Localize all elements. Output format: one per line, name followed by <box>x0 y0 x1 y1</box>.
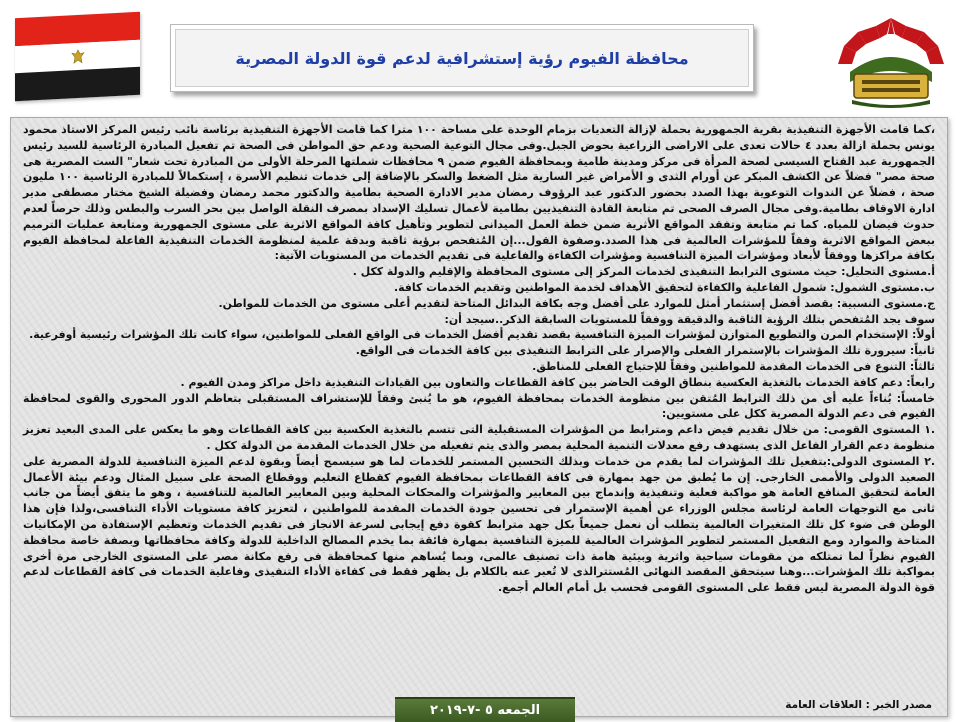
article-paragraph: أولاً: الإستخدام المرن والتطويع المتوازن لمؤشرات الميزة التنافسية بقصد تقديم أفضل الخدمات فى الواقع الفعلى للمواطنين، سواء كانت تلك المؤشرات رئيسية أوفرعية. <box>29 328 935 342</box>
article-paragraph: ج.مستوى النسبية: بقصد أفضل إستثمار أمثل للموارد على أفضل وجه بكافة البدائل المتاحة لتقديم أعلى مستوى من الخدمات للمواطن. <box>218 296 935 310</box>
article-paragraph: أ.مستوى التحليل: حيث مستوى الترابط التنفيذى لخدمات المركز إلى مستوى المحافظة والإقليم والدولة ككل . <box>352 265 935 279</box>
article-paragraph: .١ المستوى القومى: من خلال تقديم فيض داعم ومترابط من المؤشرات المستقبلية التى تتسم بالتغذية العكسية بين كافة القطاعات وهو ما يعكس على المدى البعيد تعزيز منظومة دعم القرار الفاعل الذى يستهدف رفع معدلات التنمية المحلية بمصر والذى يتم تفعيله من خلال الخدمات المقدمة من الدولة ككل . <box>23 423 935 452</box>
title-banner <box>170 24 754 92</box>
article-paragraph: .٢ المستوى الدولى:بتفعيل تلك المؤشرات لما يقدم من خدمات وبذلك التحسين المستمر للخدمات لما هو سيسمح أيضاً وبقوة لدعم الميزة التنافسية للدولة المصرية على الصعيد الدولى والأممى الخارجى. إن ما يُطبق من جهد بمهارة فى كافة القطاعات بمحافظة الفيوم كقطاع التعليم ووقطاع الصحة على سبيل المثال ودعم بيئة الأعمال العامة لتحقيق المنافع العامة هو مواكبة فعلية وتنفيذية وإندماج بين المعايير والمؤشرات والمحكات المحلية وبين المعايير العالمية للتنافسية ، وهو ما يتفق أيضاً من جانب ثانى مع التوجهات العامة لرئاسة مجلس الوزراء عن أهمية الإستمرار فى تحسين جودة الخدمات المقدمة للمواطنين ، لتعزيز كافة مستويات الأداء التنافسى،ولذا فإن هذا الوطن فى ضوء كل تلك المتغيرات العالمية يتطلب أن نعمل جميعاً بكل جهد مترابط كقوة دفع إيجابى لسرعة الانجاز فى تقديم الخدمات وتعظيم الإستفادة من الإمكانيات المتاحة والموارد ومع التفعيل المستمر لتطوير المؤشرات العالمية للميزة التنافسية بمهارة فائقة بما يخدم المصالح الداخلية للدولة وكافة محافظاتها وبصفة خاصة محافظة الفيوم نظراً لما تمتلكه من مقومات سياحية واثرية وبيئية هامة ذات تصنيف عالمى، وبما يُساهم منها كمحافظة فى رفع مكانة مصر على المستوى الخارجى مرة أخرى بمواكبة تلك المؤشرات...وهنا سيتحقق المقصد النهائى المُستترالذى لا تُعبر عنه بالكلام بل يظهر فقط فى كفاءة الأداء التنفيذى وفاعلية الخدمات فى كافة القطاعات لدعم قوة الدولة المصرية ليس فقط على المستوى القومى فحسب بل أمام العالم أجمع. <box>23 454 935 595</box>
article-paragraph: سوف يجد المُتفحص بتلك الرؤية الثاقبة والدقيقة ووفقاً للمستويات السابقة الذكر..سيجد أن: <box>444 312 935 326</box>
article-panel <box>10 117 948 717</box>
fayoum-governorate-logo <box>832 12 950 110</box>
article-paragraph: رابعاً: دعم كافة الخدمات بالتغذية العكسية بنطاق الوقت الحاضر بين كافة القطاعات والتعاون بين القيادات التنفيذية داخل مراكز ومدن الفيوم . <box>180 375 935 389</box>
article-paragraph: ،كما قامت الأجهزة التنفيذية بقرية الجمهورية بحملة لإزالة التعديات بزمام الوحدة على مساحة ١٠٠ مترا كما قامت الأجهزة التنفيذية برئاسة نائب رئيس المركز الاستاذ محمود يونس بحملة ازالة بعدد ٤ حالات تعدى على الاراضى الزراعية بحوض الجبل.وفى مجال التوعية الصحية ودعم حق المواطن فى الصحة تم تفعيل المبادرة الرئاسية للسيد رئيس الجمهورية عبد الفتاح السيسى لصحة المرأة فى مركز ومدينة طامية وبمحافظة الفيوم ضمن ٩ محافظات شملتها المرحلة الأولى من المبادرة تحت شعار" الست المصرية هى صحة مصر" فضلاً عن الكشف المبكر عن أورام الثدى و الأمراض غير السارية مثل الضغط والسكر بالإضافة إلى خدمات تنظيم الأسرة ، إستكمالاً للمبادرة الرئاسية ١٠٠ مليون صحة ، فضلاً عن الندوات التوعوية بهذا الصدد بحضور الدكتور عبد الرؤوف رمضان مدير الادارة الصحية بطامية والدكتور محمد رمضان وفضيلة الشيخ مختار مصطفى مدير ادارة الاوقاف بطامية.وفى مجال الصرف الصحى تم متابعة القادة التنفيذيين بطامية لأعمال تسليك الإسداد بمصرف النقلة الواصل بين بحر السرب والبطس وذلك حرصاً لعدم حدوث فيضان للمياه. كما تم متابعة وتفقد المواقع الأثرية ضمن خطة العمل الميدانى لتطوير وتأهيل كافة المواقع الاثرية على مستوى الجمهورية ومتابعة عمليات الترميم ببعض المواقع الاثرية وفقاً للمؤشرات العالمية فى هذا الصدد.وصفوة القول...إن المُتفحص برؤية ثاقبة وبدقة علمية لمنظومة الخدمات التنفيذية الفاعلة لمحافظة الفيوم بكافة مراكزها ووفقاً لأبعاد ومؤشرات الميزة التنافسية ومؤشرات الكفاءة والفاعلية فى تقديم الخدمات من المستويات الآتية: <box>23 123 936 263</box>
date-label: الجمعه ٥ -٧-٢٠١٩ <box>429 703 541 718</box>
article-paragraph: خامساً: بُناءاً عليه أى من ذلك الترابط المُتقن بين منظومة الخدمات بمحافظة الفيوم، هو ما يُنبئ وفقاً للإستشراف المستقبلى بتعاظم الدور المحورى والقوى لمحافظة الفيوم فى دعم الدولة المصرية ككل على مستويين: <box>23 391 935 421</box>
eagle-emblem-icon <box>68 46 88 67</box>
source-label: مصدر الخبر : العلاقات العامة <box>785 699 932 711</box>
egypt-flag-icon <box>15 12 140 102</box>
date-badge <box>395 697 575 722</box>
article-body <box>23 122 935 596</box>
page-title: محافظة الفيوم رؤية إستشرافية لدعم قوة الدولة المصرية <box>235 48 689 68</box>
article-paragraph: ثانياً: سيرورة تلك المؤشرات بالإستمرار الفعلى والإصرار على الترابط التنفيذى بين كافة الخدمات فى الواقع. <box>355 344 935 358</box>
article-paragraph: ثالثاً: التنوع فى الخدمات المقدمة للمواطنين وفقاً للإحتياج الفعلى للمناطق. <box>532 359 935 373</box>
article-paragraph: ب.مستوى الشمول: شمول الفاعلية والكفاءة لتحقيق الأهداف لخدمة المواطنين وتقديم الخدمات كافة. <box>394 280 935 294</box>
